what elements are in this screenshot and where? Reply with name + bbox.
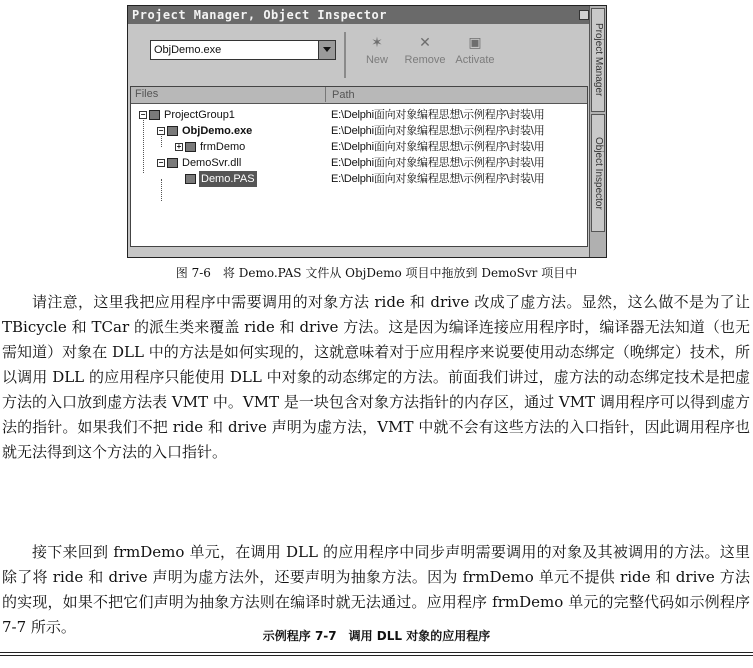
row-name: frmDemo — [200, 141, 246, 153]
tab-project-manager: Project Manager — [591, 8, 605, 112]
project-combo-value: ObjDemo.exe — [154, 44, 222, 56]
exe-icon — [167, 126, 178, 136]
project-manager-figure — [127, 5, 607, 258]
figure-caption: 图 7-6 将 Demo.PAS 文件从 ObjDemo 项目中拖放到 DemoSvr 项目中 — [175, 266, 578, 280]
activate-button-label: Activate — [455, 54, 495, 66]
new-item-icon: ✶ — [371, 34, 383, 50]
row-name: DemoSvr.dll — [182, 157, 242, 169]
row-path: E:\Delphi面向对象编程思想\示例程序\封装\用 — [331, 125, 545, 137]
file-tree-list — [130, 86, 588, 247]
project-combo — [150, 40, 336, 60]
row-path: E:\Delphi面向对象编程思想\示例程序\封装\用 — [331, 173, 545, 185]
toolbar-divider — [344, 32, 346, 78]
tab-object-inspector: Object Inspector — [591, 114, 605, 232]
dll-icon — [167, 158, 178, 168]
pas-file-icon — [185, 174, 196, 184]
activate-icon: ▣ — [468, 34, 482, 50]
activate-button — [450, 32, 500, 78]
paragraph: 接下来回到 frmDemo 单元，在调用 DLL 的应用程序中同步声明需要调用的对象及其被调用的方法。这里除了将 ride 和 drive 声明为虚方法外，还要声明为抽象方法。因为 frmDemo 单元不提供 ride 和 drive 方法的实现，如果不把它们声明为抽象方法则在编译时就无法通过。应用程序 frmDemo 单元的完整代码如示例程序 7-7 所示。 — [2, 543, 750, 636]
row-name-selected: Demo.PAS — [201, 173, 255, 185]
figure-toolbar — [130, 26, 588, 84]
row-path: E:\Delphi面向对象编程思想\示例程序\封装\用 — [331, 109, 545, 121]
collapse-icon: − — [140, 110, 146, 119]
list-item — [131, 107, 587, 123]
list-item — [131, 155, 587, 171]
unit-icon — [185, 142, 196, 152]
remove-button — [400, 32, 450, 78]
divider — [0, 655, 753, 656]
remove-button-label: Remove — [404, 54, 446, 66]
listing-title: 示例程序 7-7 调用 DLL 对象的应用程序 — [262, 629, 491, 643]
list-header — [131, 87, 587, 104]
list-item — [131, 171, 587, 187]
column-files: Files — [135, 88, 159, 100]
collapse-icon: − — [158, 158, 164, 167]
figure-window-title: Project Manager, Object Inspector — [128, 6, 590, 24]
close-icon — [576, 6, 590, 24]
side-tab-strip — [589, 6, 606, 257]
expand-icon: + — [176, 142, 182, 151]
paragraph: 请注意，这里我把应用程序中需要调用的对象方法 ride 和 drive 改成了虚方法。显然，这么做不是为了让 TBicycle 和 TCar 的派生类来覆盖 ride 和 drive 方法。这是因为编译连接应用程序时，编译器无法知道（也无需知道）对象在 DLL 中的方法是如何实现的，这就意味着对于应用程序来说要使用动态绑定（晚绑定）技术，所以调用 DLL 的应用程序只能使用 DLL 中对象的动态绑定的方法。前面我们讲过，虚方法的动态绑定技术是把虚方法的入口放到虚方法表 VMT 中。VMT 是一块包含对象方法指针的内存区，通过 VMT 调用程序可以得到虚方法的指针。如果我们不把 ride 和 drive 声明为虚方法，VMT 中就不会有这些方法的入口指针，因此调用程序也就无法得到这个方法的入口指针。 — [2, 293, 750, 461]
column-path: Path — [325, 87, 355, 102]
project-group-icon — [149, 110, 160, 120]
row-name: ProjectGroup1 — [164, 109, 235, 121]
new-button-label: New — [365, 54, 388, 66]
list-item — [131, 123, 587, 139]
row-name: ObjDemo.exe — [182, 125, 253, 137]
collapse-icon: − — [158, 126, 164, 135]
chevron-down-icon — [318, 41, 335, 59]
row-path: E:\Delphi面向对象编程思想\示例程序\封装\用 — [331, 141, 545, 153]
row-path: E:\Delphi面向对象编程思想\示例程序\封装\用 — [331, 157, 545, 169]
remove-x-icon: ✕ — [419, 34, 431, 50]
divider — [0, 652, 753, 653]
list-item — [131, 139, 587, 155]
new-button — [352, 32, 402, 78]
